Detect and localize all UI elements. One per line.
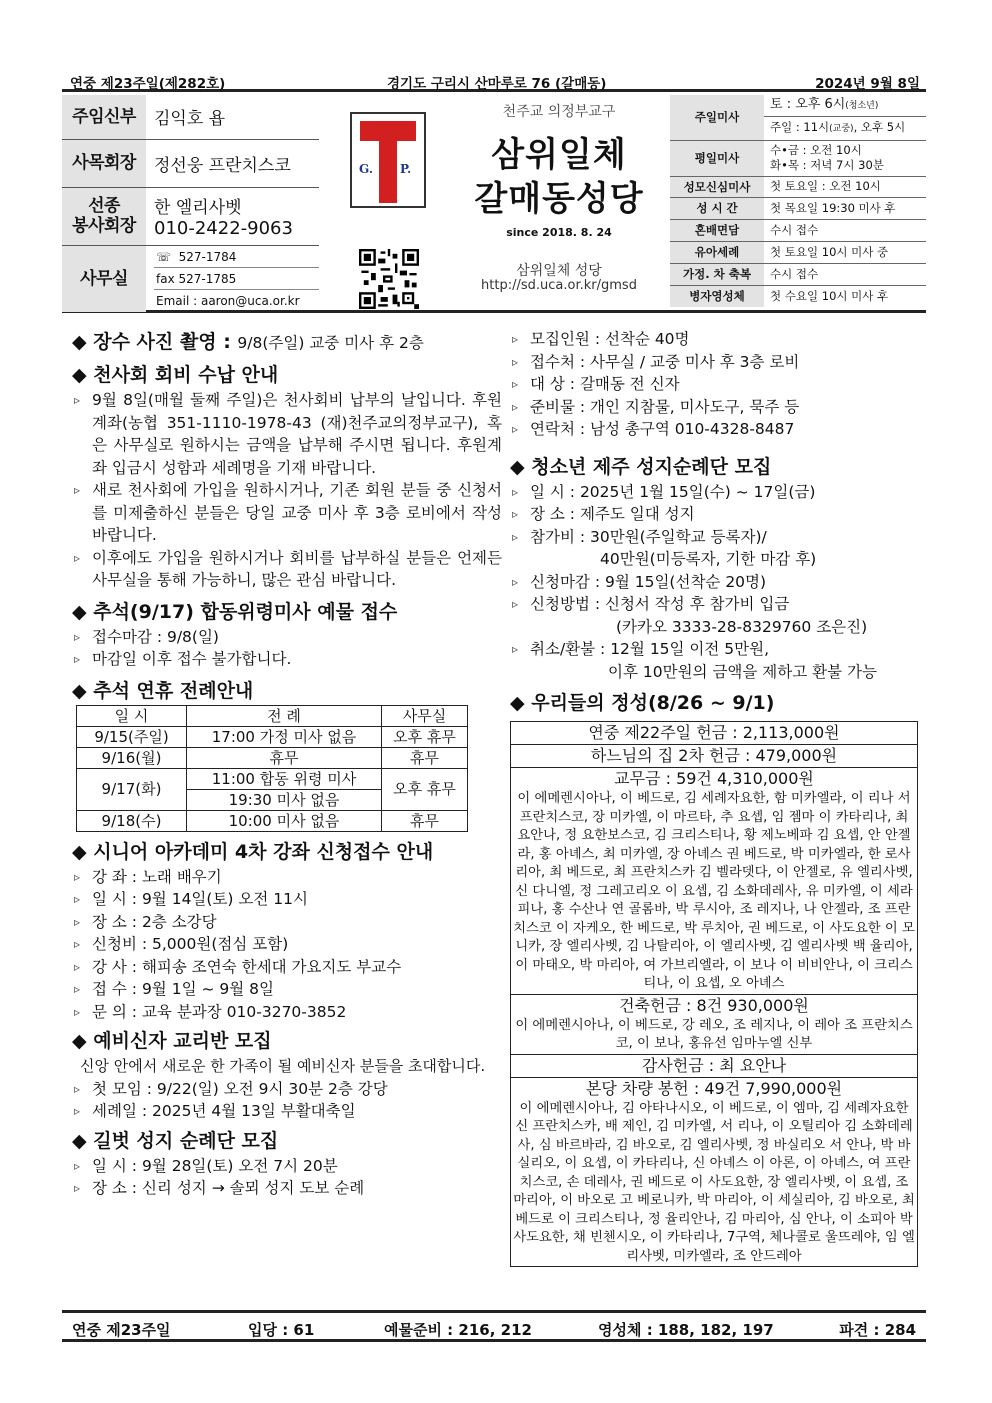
section-title: ◆ 예비신자 교리반 모집 bbox=[72, 1030, 272, 1052]
list-item: ▹ 강 좌 : 노래 배우기 bbox=[72, 866, 502, 889]
list-item: ▹ 장 소 : 신리 성지 → 솔뫼 성지 도보 순례 bbox=[72, 1177, 502, 1200]
table-cell: 휴무 bbox=[382, 810, 468, 831]
parish-logo: G. P. bbox=[350, 112, 426, 208]
list-item: ▹ 장 소 : 제주도 일대 성지 bbox=[510, 503, 925, 526]
list-item: ▹ 접 수 : 9월 1일 ~ 9월 8일 bbox=[72, 978, 502, 1001]
section-title: ◆ 우리들의 정성(8/26 ~ 9/1) bbox=[510, 692, 775, 714]
holiday-schedule-table bbox=[76, 705, 468, 832]
table-cell: 오후 휴무 bbox=[382, 726, 468, 747]
staff-table bbox=[62, 95, 319, 312]
qr-code[interactable] bbox=[359, 249, 419, 309]
parish-address: 경기도 구리시 산마루로 76 (갈매동) bbox=[387, 76, 607, 92]
list-item: ▹ 신청마감 : 9월 15일(선착순 20명) bbox=[510, 571, 925, 594]
vehicle-offering-names: 이 에메렌시아나, 김 아타나시오, 이 베드로, 이 엠마, 김 세례자요한 신 프란치스카, 배 제인, 김 미카엘, 서 리나, 이 오틸리아 김 소화데레사, 심 바르바라, 김 바오로, 김 엘리사벳, 정 바실리오 서 안나, 박 바실리오, 이 요셉, 이 카타리나, 신 아녜스 이 아론, 이 아녜스, 여 프란치스코, 손 데레사, 권 베드로 이 사도요한, 장 엘리사벳, 이 요셉, 조 마리아, 이 바오로 고 베로니카, 박 마리아, 이 세실리아, 김 바오로, 최 베드로 이 크리스티나, 정 율리안나, 김 마리아, 심 안나, 이 소피아 박 사도요한, 채 빈첸시오, 이 카타리나, 7구역, 체나콜로 울뜨레야, 임 엘리사벳, 미카엘라, 조 안드레아 bbox=[513, 1100, 915, 1264]
diocese-name: 천주교 의정부교구 bbox=[502, 104, 616, 120]
list-item: ▹ 이후에도 가입을 원하시거나 회비를 납부하실 분들은 언제든 사무실을 통해 가능하니, 많은 관심 바랍니다. bbox=[72, 547, 502, 592]
list-item: ▹ 접수처 : 사무실 / 교중 미사 후 3층 로비 bbox=[510, 351, 925, 374]
sunday-mass-time: 주일 : 11시(교중), 오후 5시 bbox=[764, 116, 926, 140]
list-item: ▹ 문 의 : 교육 분과장 010-3270-3852 bbox=[72, 1001, 502, 1024]
list-item: ▹ 신청방법 : 신청서 작성 후 참가비 입금 bbox=[510, 593, 925, 616]
table-cell: 휴무 bbox=[382, 747, 468, 768]
statistics-bar bbox=[62, 1310, 926, 1342]
phone-icon: ☏ bbox=[156, 249, 172, 264]
schedule-row-value: 첫 토요일 : 오전 10시 bbox=[764, 176, 926, 197]
council-president-name: 정선웅 프란치스코 bbox=[146, 139, 319, 187]
section-title: ◆ 시니어 아카데미 4차 강좌 신청접수 안내 bbox=[72, 840, 434, 863]
table-header: 일 시 bbox=[77, 705, 187, 726]
office-phone: ☏ 527-1784 bbox=[154, 246, 319, 268]
schedule-row-value: 첫 목요일 19:30 미사 후 bbox=[764, 197, 926, 219]
donation-box bbox=[510, 721, 918, 1267]
tithe-block bbox=[511, 768, 917, 995]
table-cell: 9/17(화) bbox=[77, 768, 187, 810]
thanksgiving-offering: 감사헌금 : 최 요안나 bbox=[511, 1055, 917, 1078]
list-item: ▹ 신청비 : 5,000원(점심 포함) bbox=[72, 933, 502, 956]
website-name: 삼위일체 성당 bbox=[516, 263, 602, 279]
fee-continuation: 40만원(미등록자, 기한 마감 후) bbox=[600, 550, 817, 568]
list-item: ▹ 취소/환불 : 12월 15일 이전 5만원, bbox=[510, 638, 925, 661]
catechumen-intro: 신앙 안에서 새로운 한 가족이 될 예비신자 분들을 초대합니다. bbox=[80, 1057, 486, 1075]
list-item: ▹ 장 소 : 2층 소강당 bbox=[72, 911, 502, 934]
table-cell: 휴무 bbox=[187, 747, 382, 768]
issue-date: 2024년 9월 8일 bbox=[815, 76, 920, 92]
schedule-row-label: 성모신심미사 bbox=[670, 176, 764, 197]
vehicle-offering-block bbox=[511, 1078, 917, 1267]
parish-title-line1: 삼위일체 bbox=[491, 135, 627, 175]
schedule-row-label: 혼배면담 bbox=[670, 219, 764, 241]
section-title: ◆ 길벗 성지 순례단 모집 bbox=[72, 1129, 279, 1152]
table-cell: 11:00 합동 위령 미사 bbox=[187, 768, 382, 789]
schedule-row-value: 첫 토요일 10시 미사 중 bbox=[764, 241, 926, 263]
saturday-mass-time: 토 : 오후 6시(청소년) bbox=[764, 95, 926, 116]
schedule-row-label: 유아세례 bbox=[670, 241, 764, 263]
left-column bbox=[72, 328, 502, 1200]
weekday-mass-label: 평일미사 bbox=[670, 140, 764, 176]
office-fax: fax 527-1785 bbox=[154, 268, 319, 290]
table-header: 사무실 bbox=[382, 705, 468, 726]
week-name: 연중 제23주일 bbox=[72, 1321, 171, 1339]
weekday-mass-time: 수•금 : 오전 10시 화•목 : 저녁 7시 30분 bbox=[764, 140, 926, 176]
table-cell: 9/18(수) bbox=[77, 810, 187, 831]
issue-number: 연중 제23주일(제282호) bbox=[70, 76, 226, 92]
building-fund-block bbox=[511, 995, 917, 1055]
section-title: ◆ 추석 연휴 전례안내 bbox=[72, 679, 254, 702]
section-longevity-photo: ◆ 장수 사진 촬영 : 9/8(주일) 교중 미사 후 2층 bbox=[72, 331, 424, 353]
table-cell: 9/15(주일) bbox=[77, 726, 187, 747]
vehicle-offering-header: 본당 차량 봉헌 : 49건 7,990,000원 bbox=[585, 1078, 843, 1098]
sunday-mass-label: 주일미사 bbox=[670, 95, 764, 140]
bulletin-header bbox=[62, 95, 926, 313]
list-item: ▹ 일 시 : 2025년 1월 15일(수) ~ 17일(금) bbox=[510, 481, 925, 504]
list-item: ▹ 일 시 : 9월 28일(토) 오전 7시 20분 bbox=[72, 1155, 502, 1178]
pastor-name: 김익호 욥 bbox=[146, 95, 319, 139]
table-cell: 17:00 가정 미사 없음 bbox=[187, 726, 382, 747]
offering-prep-count: 예물준비 : 216, 212 bbox=[384, 1321, 532, 1339]
office-label: 사무실 bbox=[62, 245, 146, 312]
office-email[interactable]: Email : aaron@uca.or.kr bbox=[156, 293, 300, 308]
attendance-count: 입당 : 61 bbox=[248, 1321, 315, 1339]
list-item: ▹ 강 사 : 해피송 조연숙 한세대 가요지도 부교수 bbox=[72, 956, 502, 979]
list-item: ▹ 마감일 이후 접수 불가합니다. bbox=[72, 648, 502, 671]
right-column bbox=[510, 328, 925, 1267]
list-item: ▹ 준비물 : 개인 지참물, 미사도구, 묵주 등 bbox=[510, 396, 925, 419]
section-title: ◆ 청소년 제주 성지순례단 모집 bbox=[510, 455, 772, 478]
funeral-service-contact: 한 엘리사벳 010-2422-9063 bbox=[146, 187, 319, 245]
table-cell: 10:00 미사 없음 bbox=[187, 810, 382, 831]
pastor-label: 주임신부 bbox=[62, 95, 146, 139]
office-contacts bbox=[146, 245, 319, 312]
tithe-header: 교무금 : 59건 4,310,000원 bbox=[614, 769, 814, 788]
list-item: ▹ 참가비 : 30만원(주일학교 등록자)/ bbox=[510, 526, 925, 549]
parish-title-line2: 갈매동성당 bbox=[474, 179, 644, 219]
house-of-god-offering: 하느님의 집 2차 헌금 : 479,000원 bbox=[511, 745, 917, 768]
funeral-service-label: 선종 봉사회장 bbox=[62, 187, 146, 245]
dismissal-count: 파견 : 284 bbox=[839, 1321, 916, 1339]
building-fund-header: 건축헌금 : 8건 930,000원 bbox=[619, 995, 809, 1015]
schedule-row-label: 가정. 차 축복 bbox=[670, 263, 764, 285]
kakao-account: (카카오 3333-28-8329760 조은진) bbox=[616, 617, 868, 636]
list-item: ▹ 연락처 : 남성 총구역 010-4328-8487 bbox=[510, 418, 925, 441]
mass-schedule-table bbox=[670, 95, 926, 307]
section-title: ◆ 추석(9/17) 합동위령미사 예물 접수 bbox=[72, 600, 398, 623]
schedule-row-value: 수시 접수 bbox=[764, 219, 926, 241]
list-item: ▹ 접수마감 : 9/8(일) bbox=[72, 626, 502, 649]
website-url[interactable]: http://sd.uca.or.kr/gmsd bbox=[481, 278, 637, 293]
list-item: ▹ 일 시 : 9월 14일(토) 오전 11시 bbox=[72, 888, 502, 911]
table-cell: 9/16(월) bbox=[77, 747, 187, 768]
founded-date: since 2018. 8. 24 bbox=[506, 226, 612, 239]
schedule-row-value: 수시 접수 bbox=[764, 263, 926, 285]
list-item: ▹ 모집인원 : 선착순 40명 bbox=[510, 328, 925, 351]
council-president-label: 사목회장 bbox=[62, 139, 146, 187]
communion-count: 영성체 : 188, 182, 197 bbox=[598, 1321, 774, 1339]
list-item: ▹ 첫 모임 : 9/22(일) 오전 9시 30분 2층 강당 bbox=[72, 1078, 502, 1101]
list-item: ▹ 새로 천사회에 가입을 원하시거나, 기존 회원 분들 중 신청서를 미제출하신 분들은 당일 교중 미사 후 3층 로비에서 작성 바랍니다. bbox=[72, 479, 502, 547]
list-item: ▹ 대 상 : 갈매동 전 신자 bbox=[510, 373, 925, 396]
tithe-names: 이 에메렌시아나, 이 베드로, 김 세례자요한, 함 미카엘라, 이 리나 서 프란치스코, 장 미카엘, 이 마르타, 추 요셉, 임 젬마 이 카타리나, 최 요안나, 정 요한보스코, 김 크리스티나, 황 제노베파 김 요셉, 안 안젤라, 홍 아녜스, 최 미카엘, 장 아녜스 권 베드로, 박 미카엘라, 한 로사리아, 최 베드로, 최 프란치스카 김 벨라뎃다, 이 안젤로, 유 엘리사벳, 신 다니엘, 정 그레고리오 이 요셉, 김 소화데레사, 유 미카엘, 이 세라피나, 홍 수산나 연 골롬바, 박 루시아, 조 레지나, 나 안젤라, 조 프란치스코 이 자케오, 한 베드로, 박 루치아, 권 베드로, 이 사도요한 이 모니카, 장 엘리사벳, 김 나탈리아, 이 엘리사벳, 김 엘리사벳 백 율리아, 이 마태오, 박 마리아, 여 가브리엘라, 이 보나 이 비비안나, 이 크리스티나, 이 요셉, 오 아녜스 bbox=[513, 791, 915, 991]
refund-continuation: 이후 10만원의 금액을 제하고 환불 가능 bbox=[608, 662, 877, 681]
table-cell: 오후 휴무 bbox=[382, 768, 468, 810]
table-cell: 19:30 미사 없음 bbox=[187, 789, 382, 810]
schedule-row-value: 첫 수요일 10시 미사 후 bbox=[770, 288, 889, 303]
sunday-offering: 연중 제22주일 헌금 : 2,113,000원 bbox=[511, 722, 917, 745]
section-title: ◆ 천사회 회비 수납 안내 bbox=[72, 364, 279, 386]
table-header: 전 례 bbox=[187, 705, 382, 726]
list-item: ▹ 9월 8일(매월 둘째 주일)은 천사회비 납부의 날입니다. 후원계좌(농협 351-1110-1978-43 (재)천주교의정부교구), 혹은 사무실로 원하시는 금액을 납부해 주시면 됩니다. 후원계좌 입금시 성함과 세례명을 기재 바랍니다. bbox=[72, 389, 502, 479]
masthead-bar bbox=[62, 70, 926, 92]
building-fund-names: 이 에메렌시아나, 이 베드로, 강 레오, 조 레지나, 이 레아 조 프란치스코, 이 보나, 홍유선 임마누엘 신부 bbox=[515, 1017, 913, 1051]
list-item: ▹ 세례일 : 2025년 4월 13일 부활대축일 bbox=[72, 1100, 502, 1123]
schedule-row-label: 성 시 간 bbox=[670, 197, 764, 219]
schedule-row-label: 병자영성체 bbox=[670, 285, 764, 307]
